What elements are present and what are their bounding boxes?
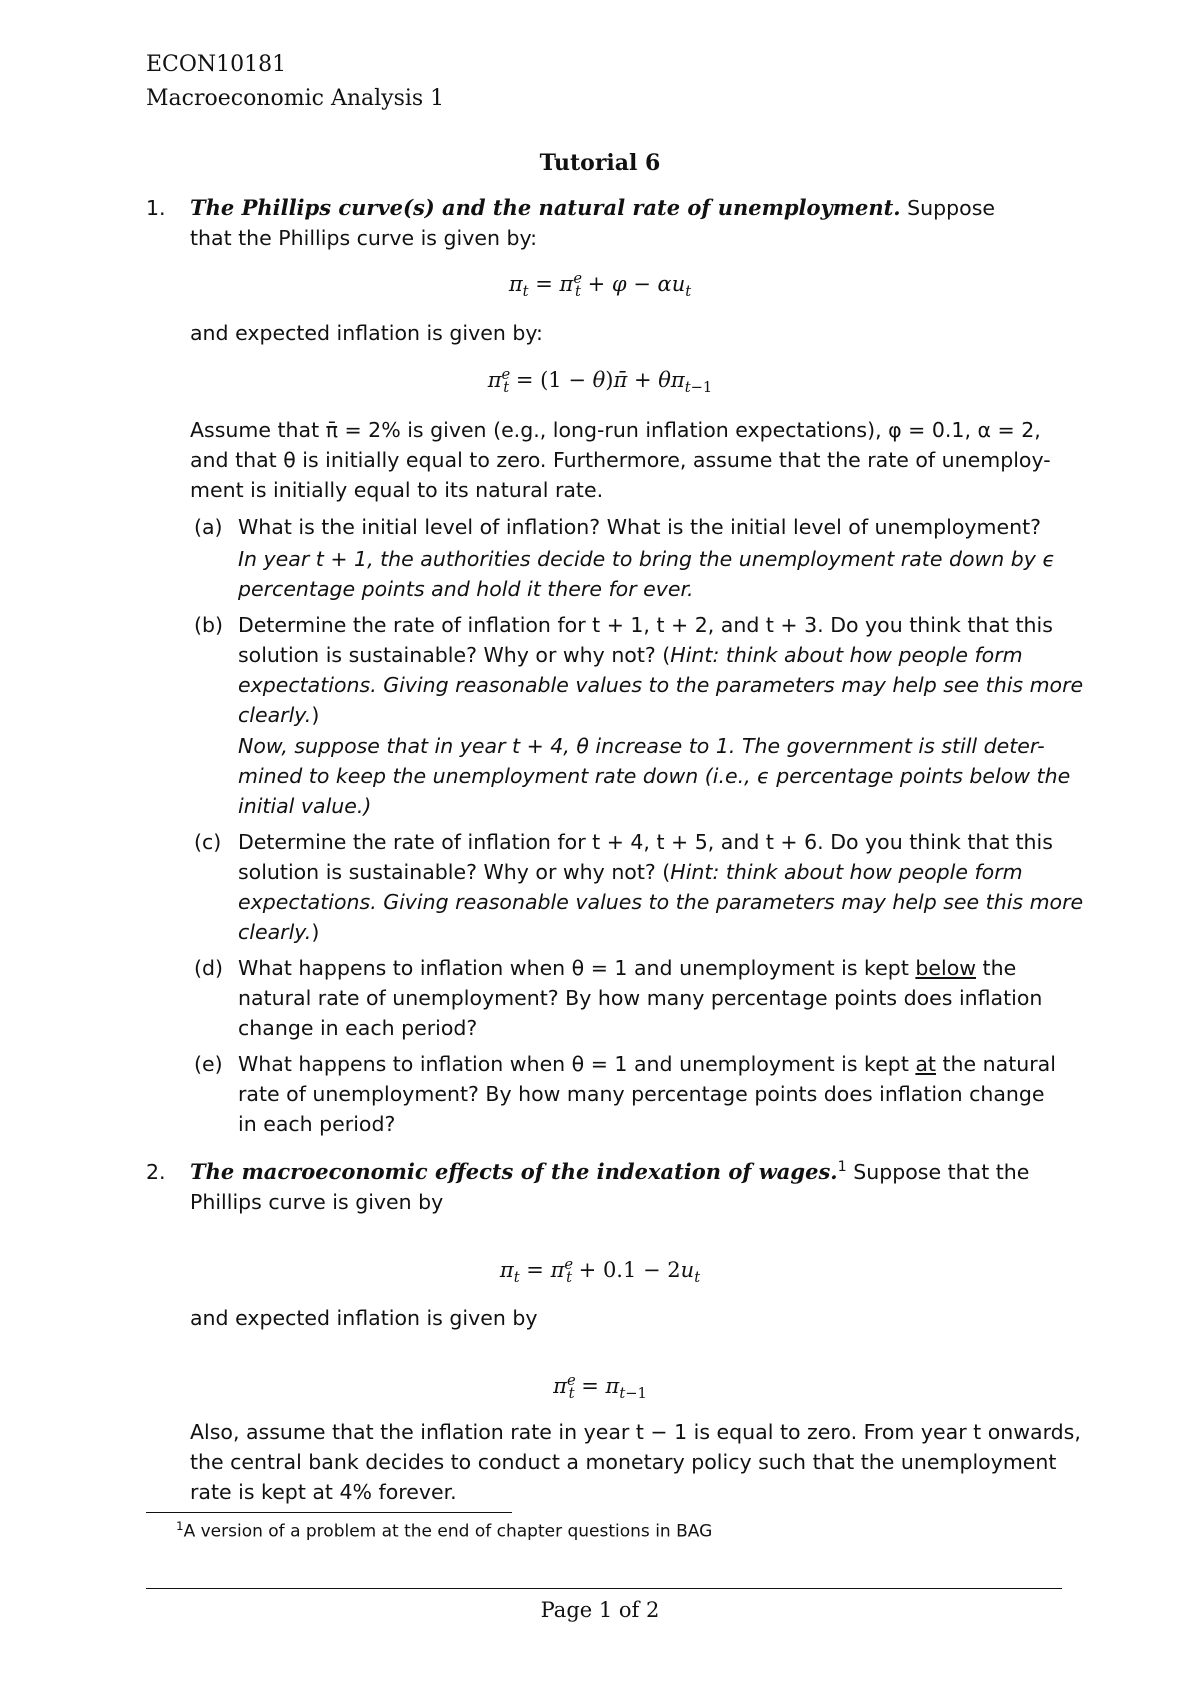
q2-intro-1: Suppose that the [846,1160,1030,1184]
footnote-rule [146,1512,512,1513]
q1-a-text: What is the initial level of inflation? What is the initial level of unemployment? [238,515,1041,539]
q1-d-below: below [915,956,977,980]
page-number: Page 1 of 2 [540,1598,660,1622]
q2-number: 2. [146,1160,166,1184]
q1-b-note-2: mined to keep the unemployment rate down (i.e., ϵ percentage points below the [238,764,1071,788]
q1-a-label: (a) [194,515,223,539]
q1-e-line-3: in each period? [238,1112,396,1136]
q1-c-line-3: expectations. Giving reasonable values to the parameters may help see this more [238,890,1084,914]
q1-c-line-4: clearly.) [238,920,320,944]
course-code: ECON10181 [146,52,287,77]
q1-b-label: (b) [194,613,224,637]
q1-b-line-3: expectations. Giving reasonable values to the parameters may help see this more [238,673,1084,697]
q1-intro-2: that the Phillips curve is given by: [190,226,538,250]
q2-also-2: the central bank decides to conduct a monetary policy such that the unemployment [190,1450,1057,1474]
q1-a-note-1: In year t + 1, the authorities decide to bring the unemployment rate down by ϵ [238,547,1056,571]
q1-assume-1: Assume that π̄ = 2% is given (e.g., long-run inflation expectations), φ = 0.1, α = 2, [190,418,1041,442]
q1-a-note-2: percentage points and hold it there for ever. [238,577,694,601]
q1-assume-2: and that θ is initially equal to zero. Furthermore, assume that the rate of unemploy- [190,448,1051,472]
q1-c-hint: Hint: think about how people form [670,860,1023,884]
q2-intro-2: Phillips curve is given by [190,1190,444,1214]
q2-also-1: Also, assume that the inflation rate in year t − 1 is equal to zero. From year t onwards, [190,1420,1081,1444]
footnote: $^1$A version of a problem at the end of chapter questions in BAG [176,1519,713,1542]
q1-b-note-1: Now, suppose that in year t + 4, θ increase to 1. The government is still deter- [238,734,1045,758]
q1-number: 1. [146,196,166,220]
q1-e-line-1: What happens to inflation when θ = 1 and unemployment is kept at the natural [238,1052,1056,1076]
q1-b-line-2: solution is sustainable? Why or why not? (Hint: think about how people form [238,643,1023,667]
q1-c-line-2: solution is sustainable? Why or why not? (Hint: think about how people form [238,860,1023,884]
q2-equation-expectations: $\pi^e_t = \pi_{t-1}$ [553,1372,647,1403]
q1-e-label: (e) [194,1052,223,1076]
q1-d-label: (d) [194,956,224,980]
q1-b-line-1: Determine the rate of inflation for t + 1, t + 2, and t + 3. Do you think that this [238,613,1053,637]
q2-heading: The macroeconomic effects of the indexation of wages. [190,1159,838,1184]
q1-b-note-3: initial value.) [238,794,372,818]
q1-e-line-2: rate of unemployment? By how many percentage points does inflation change [238,1082,1045,1106]
q1-equation-expectations: $\pi^e_t = (1$ − θ)π̄ + $\theta\pi_{t-1}$ [487,366,713,397]
q1-assume-3: ment is initially equal to its natural rate. [190,478,604,502]
course-name: Macroeconomic Analysis 1 [146,86,445,111]
q2-expected-intro: and expected inflation is given by [190,1306,538,1330]
q1-d-line-3: change in each period? [238,1016,478,1040]
q1-e-at: at [915,1052,936,1076]
q2-footnote-mark: 1 [837,1159,847,1176]
footer-rule [146,1588,1062,1589]
q1-b-line-4: clearly.) [238,703,320,727]
q1-c-label: (c) [194,830,222,854]
q1-expected-intro: and expected inflation is given by: [190,321,543,345]
q1-heading: The Phillips curve(s) and the natural rate of unemployment. [190,195,901,220]
q2-equation-phillips: $\pi_t = \pi^e_t + 0.1 - 2u_t$ [499,1256,701,1287]
page-title: Tutorial 6 [539,150,661,176]
q1-c-line-1: Determine the rate of inflation for t + 4, t + 5, and t + 6. Do you think that this [238,830,1053,854]
q1-d-line-2: natural rate of unemployment? By how many percentage points does inflation [238,986,1043,1010]
q1-b-hint: Hint: think about how people form [670,643,1023,667]
q2-also-3: rate is kept at 4% forever. [190,1480,457,1504]
q1-heading-line [190,195,995,220]
q1-intro-1: Suppose [900,196,995,220]
q1-d-line-1: What happens to inflation when θ = 1 and unemployment is kept below the [238,956,1017,980]
q2-heading-line [190,1159,1029,1184]
q1-equation-phillips: $\pi_t = \pi^e_t + \varphi - \alpha u_t$ [508,270,692,301]
